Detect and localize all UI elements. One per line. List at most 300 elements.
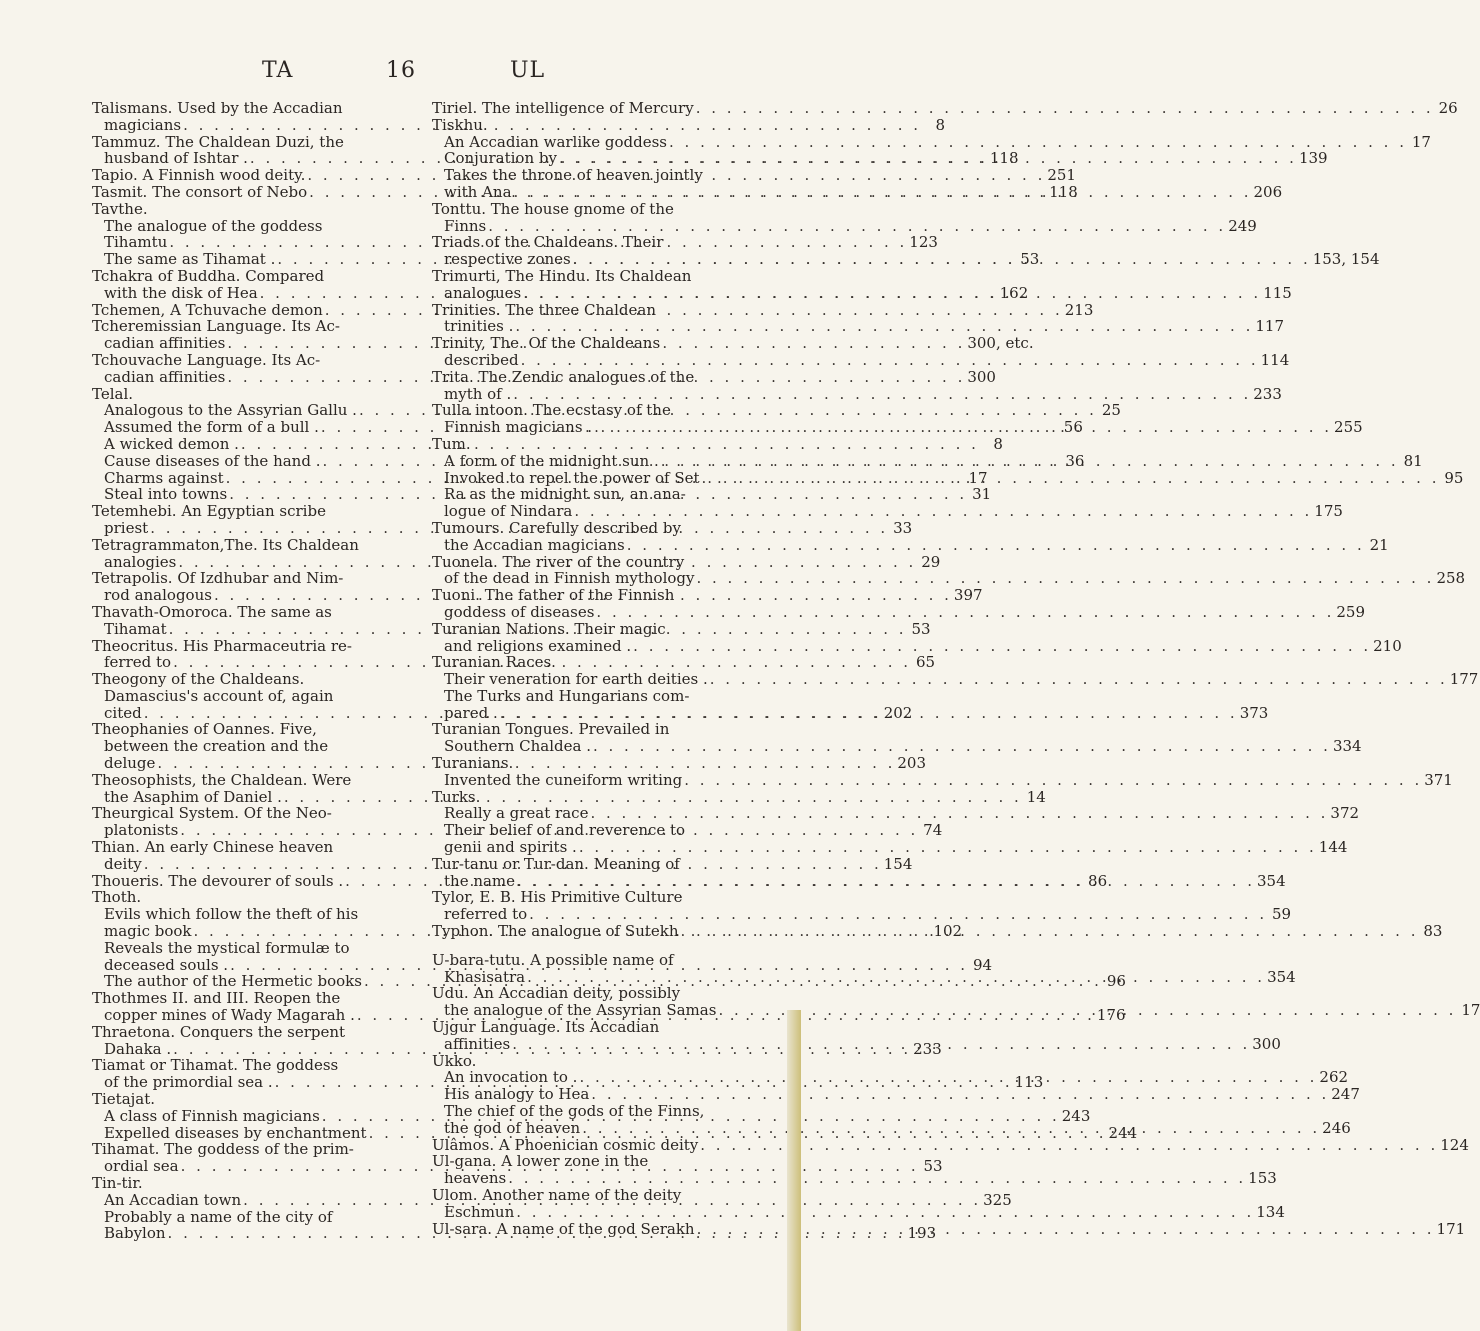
- index-text: Typhon. The analogue of Sutekh: [432, 922, 679, 941]
- index-text: Udu. An Accadian deity, possibly: [432, 984, 681, 1003]
- page-reference: 117: [1255, 317, 1284, 336]
- leader-dots: [694, 570, 1436, 587]
- leader-dots: [716, 1002, 1458, 1019]
- page-header: [0, 58, 801, 86]
- index-text: Finns: [444, 216, 487, 235]
- index-line: [92, 738, 386, 755]
- leader-dots: [594, 604, 1336, 621]
- index-text: Tietajat.: [92, 1090, 156, 1109]
- index-text: pared .: [444, 703, 498, 722]
- leader-dots: [577, 839, 1319, 856]
- index-text: heavens: [444, 1169, 507, 1188]
- page-reference: 162: [999, 283, 1029, 302]
- index-text: magic book: [104, 922, 192, 941]
- page-reference: 259: [1336, 602, 1366, 621]
- index-line: [432, 602, 1366, 621]
- index-text: Tiriel. The intelligence of Mercury: [432, 99, 694, 117]
- page-reference: 29: [921, 552, 941, 571]
- index-text: An Accadian warlike goddess: [444, 132, 668, 151]
- page-reference: 244: [1108, 1123, 1138, 1142]
- leader-dots: [589, 1086, 1331, 1103]
- page-reference: 53: [923, 1157, 943, 1176]
- page-reference: 8: [935, 115, 946, 134]
- leader-dots: [700, 470, 1442, 487]
- index-line: [92, 1141, 386, 1158]
- page-reference: 134: [1256, 1202, 1285, 1221]
- index-text: logue of Nindara: [444, 502, 573, 521]
- leader-dots: [577, 1069, 1319, 1086]
- index-text: Conjuration by: [444, 149, 557, 168]
- leader-dots: [695, 1221, 1437, 1238]
- index-text: Talismans. Used by the Accadian: [92, 99, 343, 117]
- index-line: [92, 218, 386, 235]
- index-line: [92, 503, 386, 520]
- index-text: rod analogous: [104, 586, 212, 605]
- page-reference: 247: [1331, 1085, 1360, 1104]
- page-reference: 118: [989, 149, 1019, 168]
- index-line: [432, 569, 1466, 588]
- index-text: of the dead in Finnish mythology: [444, 569, 695, 588]
- index-text: ferred to: [104, 653, 172, 672]
- leader-dots: [631, 638, 1373, 655]
- index-line: [92, 839, 386, 856]
- page-reference: 325: [983, 1190, 1012, 1209]
- index-text: respective zones: [444, 250, 571, 269]
- page-reference: 56: [1063, 418, 1083, 437]
- index-line: [92, 671, 386, 688]
- page-reference: 53: [911, 619, 931, 638]
- index-text: Thothmes II. and III. Reopen the: [92, 989, 341, 1008]
- page-reference: 94: [972, 955, 993, 974]
- index-line: [432, 99, 1458, 117]
- index-line: [432, 1085, 1360, 1104]
- index-text: Tin-tir.: [92, 1174, 143, 1192]
- index-text: Trinity, The. Of the Chaldeans: [432, 334, 661, 353]
- index-text: Tihamtu: [104, 233, 168, 252]
- page-reference: 154: [883, 854, 913, 873]
- page-reference: 33: [893, 518, 913, 537]
- page-reference: 175: [1314, 502, 1343, 521]
- index-text: Tammuz. The Chaldean Duzi, the: [92, 132, 344, 151]
- index-line: [432, 520, 732, 537]
- index-text: Analogous to the Assyrian Gallu .: [104, 401, 357, 420]
- page-reference: 233: [913, 1039, 942, 1058]
- index-line: [432, 317, 1284, 336]
- index-line: [92, 906, 386, 923]
- index-text: Tihamat. The goddess of the prim-: [92, 1140, 354, 1159]
- index-text: deluge: [104, 754, 156, 773]
- index-text: Theocritus. His Pharmaceutria re-: [92, 636, 353, 655]
- index-text: magicians: [104, 115, 182, 134]
- page-reference: 233: [1253, 384, 1282, 403]
- index-text: Theogony of the Chaldeans.: [92, 670, 305, 689]
- index-text: myth of .: [444, 384, 512, 403]
- page-reference: 26: [1438, 99, 1458, 117]
- index-line: [432, 384, 1282, 403]
- index-text: An Accadian town: [104, 1190, 242, 1209]
- page-reference: 8: [993, 434, 1003, 453]
- page-edge-stain: [787, 1010, 801, 1331]
- page-reference: 153, 154: [1312, 250, 1380, 269]
- index-line: [432, 302, 732, 319]
- index-line: [432, 770, 1453, 789]
- index-text: Ulom. Another name of the deity: [432, 1186, 682, 1204]
- index-line: [92, 721, 386, 738]
- index-text: Steal into towns: [104, 485, 228, 504]
- leader-dots: [588, 805, 1330, 822]
- page-reference: 17: [968, 468, 988, 487]
- page-reference: 25: [1101, 401, 1121, 420]
- index-text: the Accadian magicians: [444, 535, 625, 554]
- index-text: The same as Tihamat .: [104, 250, 276, 269]
- index-text: Theurgical System. Of the Neo-: [92, 804, 332, 823]
- page-reference: 123: [909, 233, 938, 252]
- index-line: [432, 822, 732, 839]
- index-text: analogies: [104, 552, 177, 571]
- index-text: Ukko.: [432, 1051, 477, 1070]
- index-line: [432, 1153, 732, 1170]
- index-text: Tuonela. The river of the country: [432, 552, 685, 571]
- index-line: [432, 985, 732, 1002]
- index-line: [432, 335, 732, 352]
- index-text: Cause diseases of the hand .: [104, 451, 321, 470]
- index-line: [92, 604, 386, 621]
- index-text: Ul-gana. A lower zone in the: [432, 1152, 649, 1171]
- index-text: Their belief of and reverence to: [444, 821, 686, 840]
- page-reference: 258: [1436, 569, 1466, 588]
- index-line: [92, 570, 386, 587]
- index-text: Evils which follow the theft of his: [104, 905, 359, 924]
- index-text: and religions examined .: [444, 636, 632, 655]
- index-text: affinities: [444, 1034, 511, 1053]
- leader-dots: [592, 419, 1334, 436]
- index-text: Tetragrammaton,The. Its Chaldean: [92, 535, 359, 554]
- index-text: genii and spirits .: [444, 838, 577, 857]
- index-line: [92, 638, 386, 655]
- page-reference: 81: [1403, 451, 1423, 470]
- index-line: [432, 1019, 732, 1036]
- index-text: of the primordial sea .: [104, 1073, 273, 1092]
- index-line: [432, 856, 732, 873]
- index-text: Southern Chaldea .: [444, 737, 591, 756]
- index-line: [432, 737, 1362, 756]
- index-text: Tum.: [432, 434, 471, 453]
- page-reference: 14: [1026, 787, 1046, 806]
- page-reference: 354: [1267, 967, 1296, 986]
- index-text: with Ana: [444, 182, 512, 201]
- index-text: Tchemen, A Tchuvache demon: [92, 300, 323, 319]
- index-line: [432, 436, 732, 453]
- index-text: The Turks and Hungarians com-: [444, 686, 690, 705]
- leader-dots: [557, 150, 1299, 167]
- index-text: the analogue of the Assyrian Samas: [444, 1001, 717, 1020]
- page-reference: 334: [1332, 737, 1362, 756]
- index-text: Trita. The Zendic analogues of the: [432, 367, 695, 386]
- index-line: [432, 350, 1290, 369]
- page-reference: 193: [907, 1224, 937, 1243]
- index-text: Reveals the mystical formulæ to: [104, 938, 350, 957]
- index-text: priest: [104, 518, 149, 537]
- page-reference: 118: [1049, 182, 1078, 201]
- index-text: Telal.: [92, 384, 134, 403]
- index-line: [432, 201, 732, 218]
- leader-dots: [667, 134, 1409, 151]
- page-reference: 243: [1061, 1106, 1091, 1125]
- index-line: [432, 1103, 732, 1120]
- page-reference: 213: [1064, 300, 1094, 319]
- index-line: [432, 688, 732, 705]
- index-line: [432, 554, 732, 571]
- index-text: Tasmit. The consort of Nebo: [92, 182, 308, 201]
- page-reference: 65: [915, 653, 936, 672]
- header-right-guide: UL: [510, 58, 546, 83]
- index-line: [92, 772, 386, 789]
- page-reference: 203: [897, 754, 927, 773]
- page-reference: 354: [1257, 871, 1286, 890]
- leader-dots: [514, 1204, 1256, 1221]
- page-reference: 206: [1253, 182, 1283, 201]
- index-text: Ra as the midnight sun, an ana-: [444, 485, 686, 504]
- leader-dots: [698, 1137, 1440, 1154]
- index-text: A form of the midnight sun .: [444, 451, 659, 470]
- index-text: Tiamat or Tihamat. The goddess: [92, 1056, 339, 1075]
- page-reference: 113: [1014, 1073, 1044, 1092]
- leader-dots: [572, 503, 1314, 520]
- page-reference: 96: [1106, 972, 1126, 991]
- index-text: husband of Ishtar .: [104, 149, 248, 168]
- leader-dots: [682, 772, 1424, 789]
- page-reference: 53: [1020, 250, 1040, 269]
- index-line: [432, 1135, 1469, 1154]
- index-line: [92, 1024, 386, 1041]
- leader-dots: [625, 537, 1367, 554]
- index-line: [432, 621, 732, 638]
- index-line: [92, 352, 386, 369]
- index-text: Tur-tanu or Tur-dan. Meaning of: [432, 854, 680, 873]
- leader-dots: [515, 873, 1257, 890]
- page-reference: 59: [1272, 905, 1292, 924]
- page-reference: 74: [923, 821, 943, 840]
- index-line: [92, 100, 386, 117]
- page-reference: 210: [1373, 636, 1402, 655]
- index-line: [432, 268, 732, 285]
- index-text: Tchouvache Language. Its Ac-: [92, 350, 321, 369]
- page-reference: 114: [1260, 350, 1290, 369]
- leader-dots: [571, 251, 1313, 268]
- index-text: Thoth.: [92, 888, 142, 907]
- page-reference: 246: [1322, 1118, 1351, 1137]
- index-line: [432, 755, 732, 772]
- index-line: [432, 132, 1431, 151]
- index-text: Tavthe.: [92, 199, 148, 218]
- page-reference: 373: [1239, 703, 1269, 722]
- index-line: [432, 670, 1479, 689]
- index-text: the god of heaven: [444, 1118, 581, 1137]
- leader-dots: [694, 100, 1436, 117]
- index-text: Tcheremissian Language. Its Ac-: [92, 317, 340, 336]
- index-text: with the disk of Hea: [104, 283, 258, 302]
- index-text: Ujgur Language. Its Accadian: [432, 1018, 660, 1037]
- index-line: [92, 537, 386, 554]
- header-left-guide: TA: [262, 58, 294, 83]
- index-text: Ul-sara. A name of the god Serakh: [432, 1219, 695, 1238]
- page-reference: 95: [1444, 468, 1464, 487]
- page-reference: 251: [1047, 166, 1076, 185]
- index-line: [432, 535, 1389, 554]
- page-reference: 177: [1449, 670, 1479, 689]
- index-line: [92, 318, 386, 335]
- page-reference: 139: [1298, 149, 1328, 168]
- index-text: goddess of diseases: [444, 602, 595, 621]
- index-line: [432, 167, 732, 184]
- page-number: 16: [386, 58, 416, 83]
- index-text: Turanians.: [432, 754, 514, 773]
- page-reference: 372: [1330, 804, 1360, 823]
- index-text: Expelled diseases by enchantment: [104, 1123, 367, 1142]
- index-text: deceased souls .: [104, 955, 229, 974]
- page-reference: 371: [1424, 770, 1453, 789]
- page-reference: 171: [1436, 1219, 1466, 1238]
- index-text: described: [444, 350, 519, 369]
- index-text: Tuoni. The father of the Finnish: [432, 586, 675, 605]
- page-reference: 17: [1461, 1001, 1480, 1020]
- leader-dots: [679, 923, 1421, 940]
- index-line: [432, 952, 732, 969]
- leader-dots: [708, 671, 1450, 688]
- index-line: [432, 216, 1257, 235]
- leader-dots: [527, 906, 1269, 923]
- index-line: [92, 1057, 386, 1074]
- index-line: [92, 1209, 386, 1226]
- index-text: deity: [104, 854, 142, 873]
- index-line: [432, 369, 732, 386]
- page-reference: 31: [972, 485, 992, 504]
- index-text: cited: [104, 703, 142, 722]
- index-line: [432, 804, 1360, 823]
- index-text: Thian. An early Chinese heaven: [92, 838, 334, 857]
- page-reference: 83: [1423, 922, 1443, 941]
- index-text: Finnish magicians .: [444, 418, 593, 437]
- index-text: Khasisatra: [444, 967, 526, 986]
- index-text: Invoked to repel the power of Set: [444, 468, 700, 487]
- index-text: Thoueris. The devourer of souls .: [92, 871, 344, 890]
- index-line: [432, 502, 1343, 521]
- index-line: [92, 1091, 386, 1108]
- page-reference: 249: [1228, 216, 1257, 235]
- index-text: Probably a name of the city of: [104, 1207, 333, 1226]
- index-text: Charms against: [104, 468, 224, 487]
- leader-dots: [521, 285, 1263, 302]
- index-text: Tulla intoon. The ecstasy of the: [432, 401, 671, 420]
- index-line: [432, 1053, 732, 1070]
- index-text: Tchakra of Buddha. Compared: [92, 266, 325, 285]
- index-text: The analogue of the goddess: [104, 216, 323, 235]
- page-reference: 17: [1411, 132, 1431, 151]
- index-text: cadian affinities: [104, 367, 226, 386]
- index-text: Tetrapolis. Of Izdhubar and Nim-: [92, 569, 344, 588]
- index-text: copper mines of Wady Magarah .: [104, 1006, 355, 1025]
- leader-dots: [510, 1036, 1252, 1053]
- index-line: [432, 889, 732, 906]
- leader-dots: [511, 386, 1253, 403]
- index-text: Babylon: [104, 1224, 166, 1243]
- index-line: [92, 940, 386, 957]
- index-line: [92, 1175, 386, 1192]
- index-text: cadian affinities: [104, 334, 226, 353]
- index-text: Turanian Nations. Their magic: [432, 619, 666, 638]
- page-reference: 102: [933, 922, 963, 941]
- index-line: [432, 721, 732, 738]
- index-text: the Asaphim of Daniel .: [104, 787, 282, 806]
- index-text: Theosophists, the Chaldean. Were: [92, 770, 352, 789]
- index-line: [92, 268, 386, 285]
- index-line: [432, 654, 732, 671]
- page-reference: 144: [1318, 838, 1348, 857]
- page-reference: 153: [1248, 1169, 1277, 1188]
- index-line: [92, 889, 386, 906]
- leader-dots: [525, 969, 1267, 986]
- index-text: Tetemhebi. An Egyptian scribe: [92, 502, 326, 521]
- index-text: A class of Finnish magicians: [104, 1106, 320, 1125]
- page-reference: 262: [1319, 1068, 1349, 1087]
- index-line: [432, 1187, 732, 1204]
- index-text: Invented the cuneiform writing: [444, 770, 683, 789]
- index-text: Trinities. The three Chaldean: [432, 300, 657, 319]
- leader-dots: [591, 738, 1333, 755]
- index-text: Tonttu. The house gnome of the: [432, 199, 674, 218]
- page-reference: 36: [1065, 451, 1085, 470]
- leader-dots: [498, 705, 1240, 722]
- index-line: [432, 587, 732, 604]
- index-text: Ulâmos. A Phoenician cosmic deity: [432, 1135, 699, 1154]
- index-text: Takes the throne of heaven jointly: [444, 166, 703, 185]
- index-text: between the creation and the: [104, 737, 329, 756]
- index-line: [432, 838, 1348, 857]
- index-text: U-bara-tutu. A possible name of: [432, 950, 674, 969]
- index-text: A wicked demon .: [104, 434, 239, 453]
- index-line: [432, 636, 1402, 655]
- index-line: [92, 386, 386, 403]
- page-reference: 115: [1263, 283, 1292, 302]
- index-text: Theophanies of Oannes. Five,: [92, 720, 317, 739]
- index-text: analogues: [444, 283, 522, 302]
- leader-dots: [486, 218, 1228, 235]
- index-text: Eschmun: [444, 1202, 515, 1221]
- page-reference: 300, etc.: [967, 334, 1034, 353]
- index-text: Triads of the Chaldeans. Their: [432, 233, 664, 252]
- index-text: Trimurti, The Hindu. Its Chaldean: [432, 266, 692, 285]
- page-reference: 21: [1369, 535, 1389, 554]
- leader-dots: [580, 1120, 1322, 1137]
- index-line: [432, 905, 1292, 924]
- index-text: The chief of the gods of the Finns,: [444, 1102, 705, 1121]
- index-text: the name: [444, 871, 516, 890]
- index-line: [92, 688, 386, 705]
- leader-dots: [519, 352, 1261, 369]
- index-text: referred to: [444, 905, 528, 924]
- leader-dots: [513, 318, 1255, 335]
- index-text: Thavath-Omoroca. The same as: [92, 602, 332, 621]
- index-text: ordial sea: [104, 1157, 179, 1176]
- index-text: An invocation to .: [444, 1068, 578, 1087]
- index-text: His analogy to Hea: [444, 1085, 590, 1104]
- leader-dots: [659, 453, 1401, 470]
- index-text: Assumed the form of a bull .: [104, 418, 319, 437]
- index-text: Their veneration for earth deities .: [444, 670, 708, 689]
- index-text: Dahaka .: [104, 1039, 172, 1058]
- leader-dots: [506, 1170, 1248, 1187]
- index-line: [92, 990, 386, 1007]
